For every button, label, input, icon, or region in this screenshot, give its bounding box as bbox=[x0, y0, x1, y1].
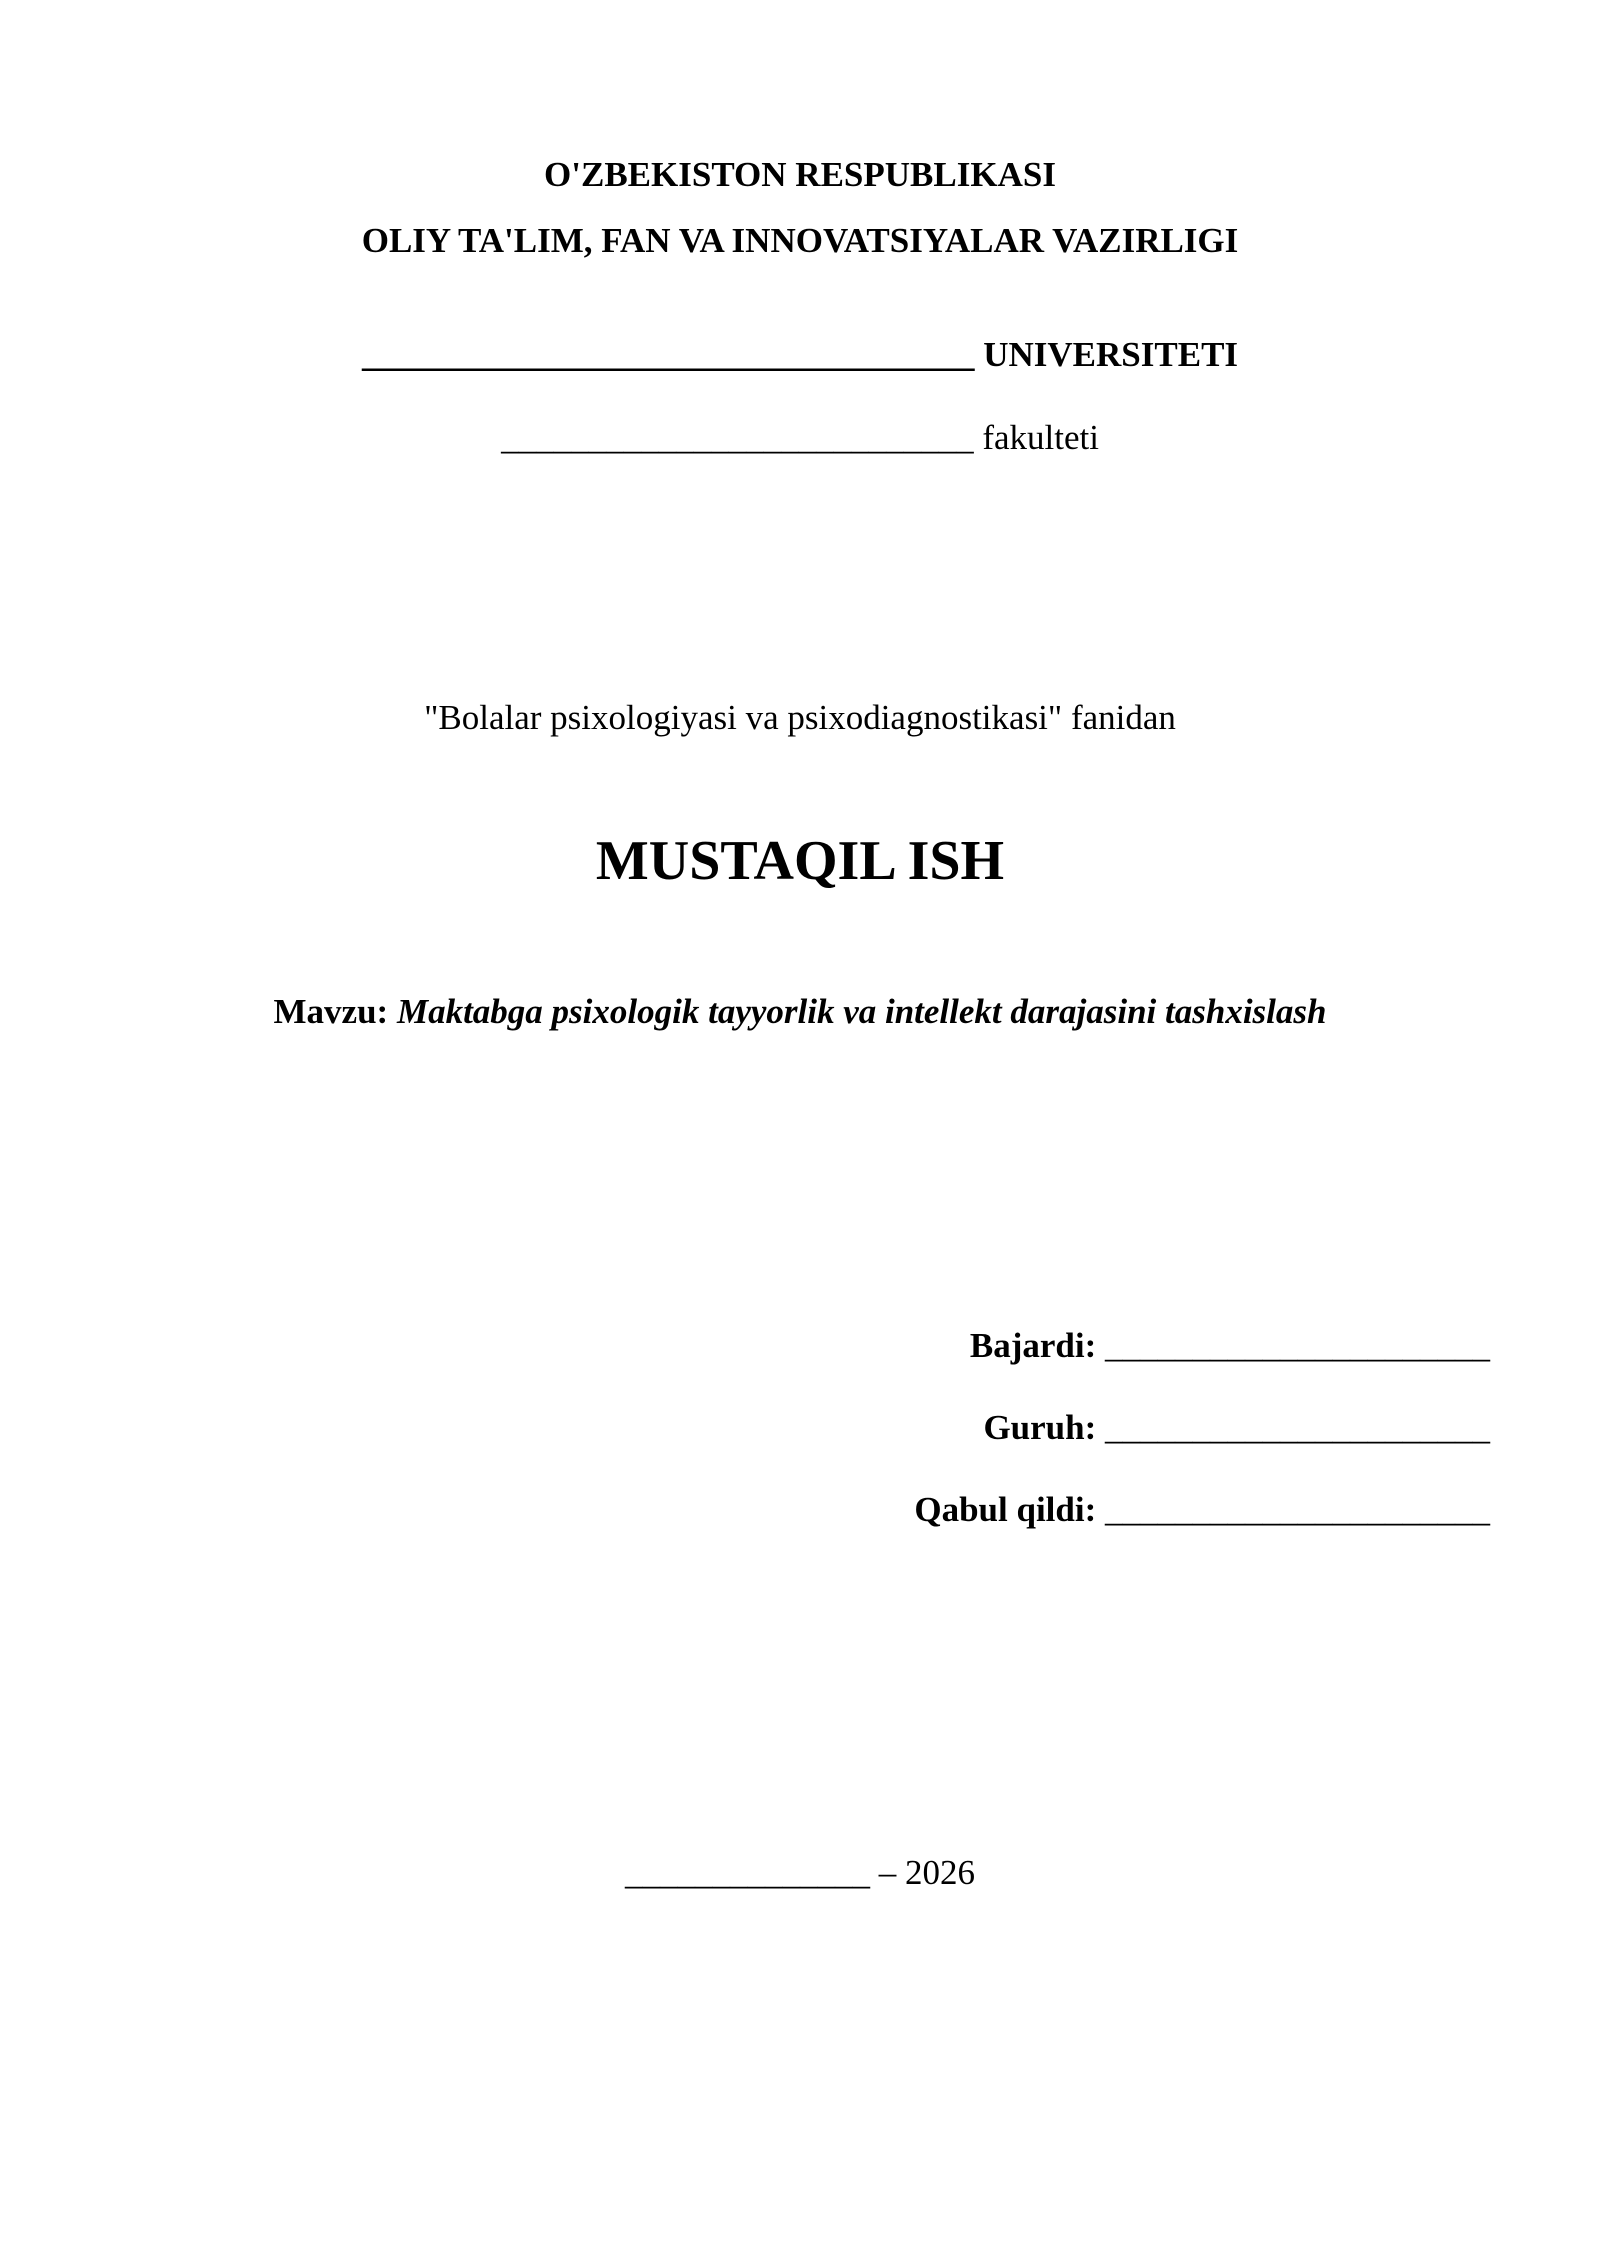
ministry-heading-text: OLIY TA'LIM, FAN VA INNOVATSIYALAR VAZIRLIGI bbox=[361, 221, 1239, 260]
university-label: UNIVERSITETI bbox=[983, 335, 1239, 374]
document-title bbox=[0, 830, 1600, 892]
year-line bbox=[0, 1855, 1600, 1890]
year-text: – 2026 bbox=[878, 1853, 975, 1892]
signature-label: Qabul qildi: bbox=[914, 1490, 1097, 1529]
document-title-text: MUSTAQIL ISH bbox=[595, 830, 1005, 892]
signature-performed-by bbox=[970, 1328, 1490, 1363]
topic-value: Maktabga psixologik tayyorlik va intellekt darajasini tashxislash bbox=[396, 992, 1327, 1031]
university-line bbox=[0, 337, 1600, 372]
subject-text: "Bolalar psixologiyasi va psixodiagnostikasi" fanidan bbox=[424, 698, 1176, 737]
signature-blank: ______________________ bbox=[1105, 1408, 1490, 1447]
signature-blank: ______________________ bbox=[1105, 1326, 1490, 1365]
republic-heading-text: O'ZBEKISTON RESPUBLIKASI bbox=[544, 155, 1056, 194]
signature-label: Bajardi: bbox=[969, 1326, 1097, 1365]
topic-label: Mavzu: bbox=[273, 992, 389, 1031]
faculty-line bbox=[0, 420, 1600, 455]
university-blank: ___________________________________ bbox=[361, 335, 975, 374]
topic-line bbox=[0, 994, 1600, 1029]
signature-label: Guruh: bbox=[983, 1408, 1097, 1447]
republic-heading bbox=[0, 157, 1600, 192]
faculty-blank: ___________________________ bbox=[501, 418, 974, 457]
signature-blank: ______________________ bbox=[1105, 1490, 1490, 1529]
subject-line bbox=[0, 700, 1600, 735]
faculty-label: fakulteti bbox=[982, 418, 1099, 457]
ministry-heading bbox=[0, 223, 1600, 258]
city-blank: ______________ bbox=[625, 1853, 870, 1892]
signature-group bbox=[983, 1410, 1490, 1445]
signature-accepted-by bbox=[914, 1492, 1490, 1527]
